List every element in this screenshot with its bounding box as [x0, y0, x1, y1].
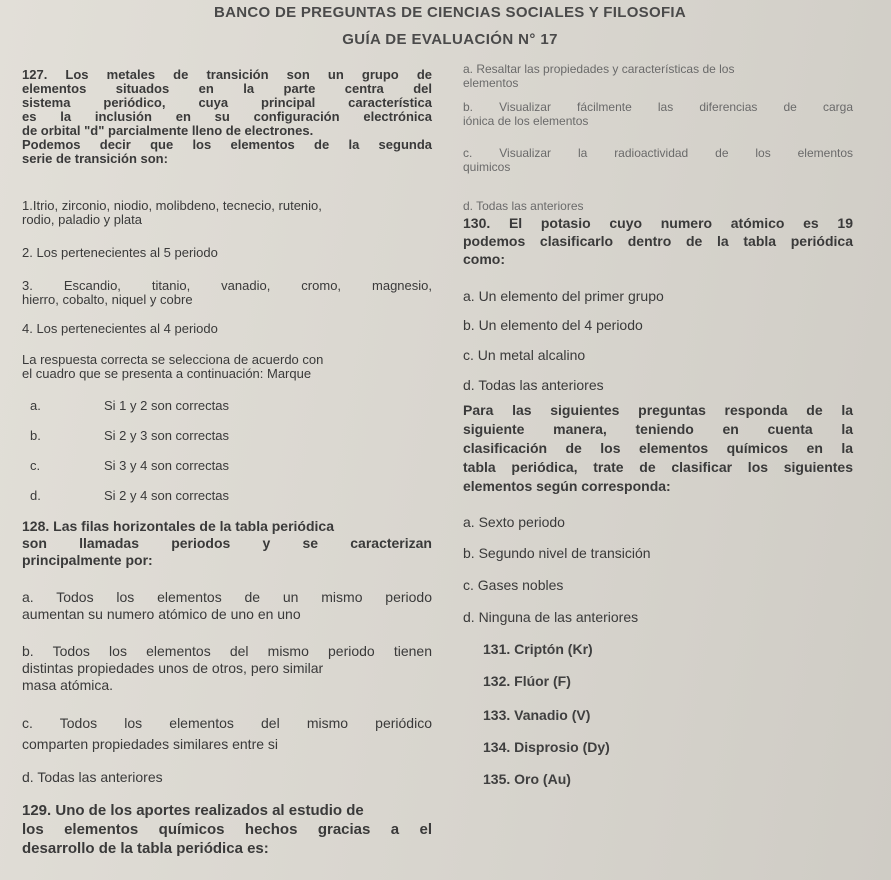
question-129-stem: 129. Uno de los aportes realizados al estudio de los elementos químicos hechos gracias a el desarrollo de la tabla periódica es:	[22, 802, 432, 857]
q130-option-b[interactable]: b. Un elemento del 4 periodo	[463, 317, 643, 333]
classification-option-d: d. Ninguna de las anteriores	[463, 609, 639, 625]
question-132[interactable]: 132. Flúor (F)	[483, 673, 571, 689]
question-134[interactable]: 134. Disprosio (Dy)	[483, 739, 610, 755]
q128-option-b[interactable]: b. Todos los elementos del mismo periodo tienen distintas propiedades unos de otros, pero similar masa atómica.	[22, 643, 432, 693]
q127-item-4: 4. Los pertenecientes al 4 periodo	[22, 321, 218, 336]
page-subtitle: GUÍA DE EVALUACIÓN N° 17	[342, 31, 558, 48]
q128-option-d[interactable]: d. Todas las anteriores	[22, 769, 163, 785]
classification-option-c: c. Gases nobles	[463, 577, 564, 593]
question-128-stem: 128. Las filas horizontales de la tabla periódica son llamadas periodos y se caracterizan principalmente por:	[22, 518, 432, 568]
q129-option-b[interactable]: b. Visualizar fácilmente las diferencias de carga iónica de los elementos	[463, 100, 853, 128]
question-135[interactable]: 135. Oro (Au)	[483, 771, 571, 787]
q128-option-a[interactable]: a. Todos los elementos de un mismo periodo aumentan su numero atómico de uno en uno	[22, 589, 432, 622]
q129-option-a[interactable]: a. Resaltar las propiedades y características de los elementos	[463, 62, 735, 90]
classification-option-b: b. Segundo nivel de transición	[463, 545, 651, 561]
q130-option-c[interactable]: c. Un metal alcalino	[463, 347, 586, 363]
document-page: BANCO DE PREGUNTAS DE CIENCIAS SOCIALES Y FILOSOFIA GUÍA DE EVALUACIÓN N° 17 127. Los metales de transición son un grupo de elementos situados en la parte centra del sistema periódico, cuya principal característica es la inclusión en su configuración electrónica de orbital "d" parcialmente lleno de electrones. Podemos decir que los elementos de la segunda serie de transición son: 1.Itrio, zirconio, niodio, molibdeno, tecnecio, rutenio, rodio, paladio y plata 2. Los pertenecientes al 5 periodo 3. Escandio, titanio, vanadio, cromo, magnesio, hierro, cobalto, niquel y cobre 4. Los pertenecientes al 4 periodo La respuesta correcta se selecciona de acuerdo con el cuadro que se presenta a continuación: Marque a. Si 1 y 2 son correctas b. Si 2 y 3 son correctas c. Si 3 y 4 son correctas d. Si 2 y 4 son correctas 128. Las filas horizontales de la tabla periódica son llamadas periodos y se caracterizan principalmente por: a. Todos los elementos de un mismo periodo aumentan su numero atómico de uno en uno b. Todos los elementos del mismo periodo tienen distintas propiedades unos de otros, pero similar masa atómica. c. Todos los elementos del mismo periódico comparten propiedades similares entre si d. Todas las anteriores 129. Uno de los aportes realizados al estudio de los elementos químicos hechos gracias a el desarrollo de la tabla periódica es: a. Resaltar las propiedades y características de los elementos b. Visualizar fácilmente las diferencias de carga iónica de los elementos c. Visualizar la radioactividad de los elementos quimicos d. Todas las anteriores 130. El potasio cuyo numero atómico es 19 podemos clasificarlo dentro de la tabla periódica como: a. Un elemento del primer grupo b. Un elemento del 4 periodo c. Un metal alcalino d. Todas las anteriores Para las siguientes preguntas responda de la siguiente manera, teniendo en cuenta la clasificación de los elementos químicos en la tabla periódica, trate de clasificar los siguientes elementos según corresponda: a. Sexto periodo b. Segundo nivel de transición c. Gases nobles d. Ninguna de las anteriores 131. Criptón (Kr) 132. Flúor (F) 133. Vanadio (V) 134. Disprosio (Dy) 135. Oro (Au)	[0, 0, 891, 880]
question-127-stem: 127. Los metales de transición son un grupo de elementos situados en la parte centra del sistema periódico, cuya principal característica es la inclusión en su configuración electrónica de orbital "d" parcialmente lleno de electrones. Podemos decir que los elementos de la segunda serie de transición son:	[22, 67, 432, 166]
question-133[interactable]: 133. Vanadio (V)	[483, 707, 591, 723]
question-131[interactable]: 131. Criptón (Kr)	[483, 641, 593, 657]
q127-item-1: 1.Itrio, zirconio, niodio, molibdeno, tecnecio, rutenio, rodio, paladio y plata	[22, 198, 322, 227]
q130-option-a[interactable]: a. Un elemento del primer grupo	[463, 288, 664, 304]
q130-option-d[interactable]: d. Todas las anteriores	[463, 377, 604, 393]
q128-option-c[interactable]: c. Todos los elementos del mismo periódico comparten propiedades similares entre si	[22, 715, 432, 752]
q129-option-d[interactable]: d. Todas las anteriores	[463, 199, 584, 213]
q129-option-c[interactable]: c. Visualizar la radioactividad de los elementos quimicos	[463, 146, 853, 174]
q127-instruction: La respuesta correcta se selecciona de acuerdo con el cuadro que se presenta a continuación: Marque	[22, 352, 324, 381]
classification-option-a: a. Sexto periodo	[463, 514, 565, 530]
q127-item-3: 3. Escandio, titanio, vanadio, cromo, magnesio, hierro, cobalto, niquel y cobre	[22, 278, 432, 307]
page-title: BANCO DE PREGUNTAS DE CIENCIAS SOCIALES Y FILOSOFIA	[213, 4, 687, 21]
q127-item-2: 2. Los pertenecientes al 5 periodo	[22, 245, 218, 260]
question-130-stem: 130. El potasio cuyo numero atómico es 19 podemos clasificarlo dentro de la tabla periódica como:	[463, 215, 853, 267]
instructions-131-135: Para las siguientes preguntas responda de la siguiente manera, teniendo en cuenta la clasificación de los elementos químicos en la tabla periódica, trate de clasificar los siguientes elementos según corresponda:	[463, 402, 853, 494]
